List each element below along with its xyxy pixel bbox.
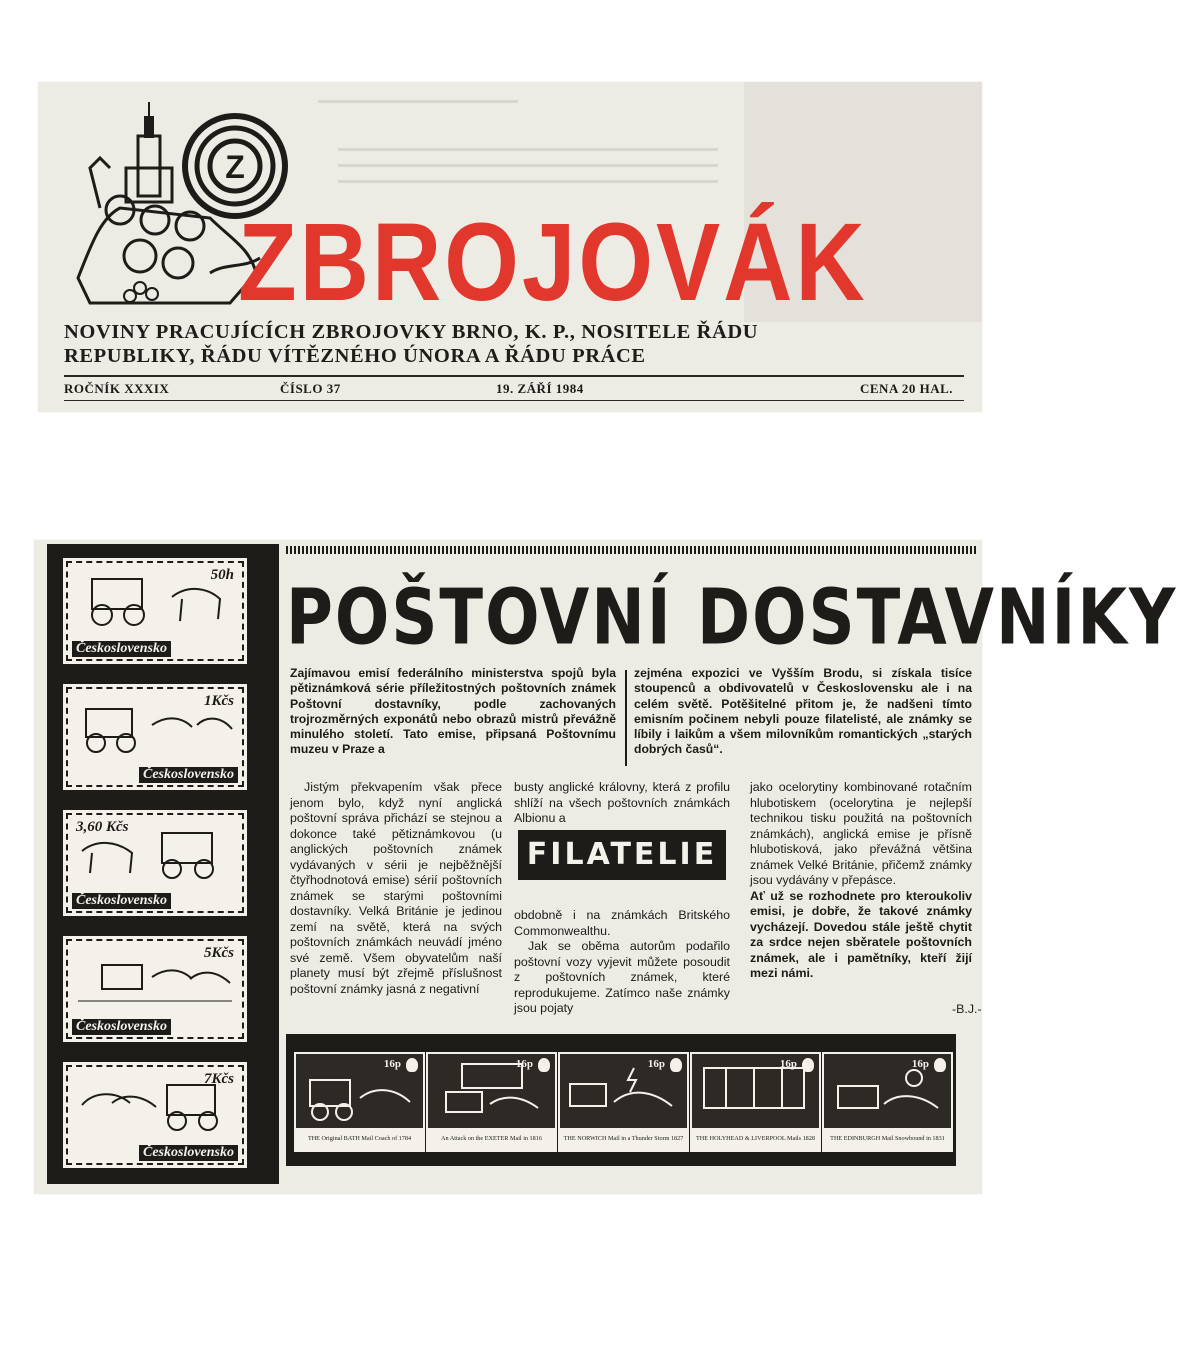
queen-head-icon <box>802 1058 814 1072</box>
stamp-denomination: 16p <box>911 1058 929 1070</box>
svg-text:Z: Z <box>225 149 245 185</box>
bleed-line <box>338 180 718 183</box>
section-label-filatelie: FILATELIE <box>518 830 726 880</box>
author-signature: -B.J.- <box>952 1002 982 1016</box>
cz-stamp <box>63 810 247 916</box>
column-1 <box>290 780 502 997</box>
coach-illustration <box>564 1058 683 1126</box>
queen-head-icon <box>670 1058 682 1072</box>
cz-stamp <box>63 684 247 790</box>
lead-divider <box>625 670 627 766</box>
stamp-denomination: 16p <box>647 1058 665 1070</box>
coach-illustration <box>828 1058 947 1126</box>
bleed-line <box>338 164 718 167</box>
bleed-line <box>338 148 718 151</box>
article-headline: POŠTOVNÍ DOSTAVNÍKY <box>286 574 1177 663</box>
stamp-denomination: 16p <box>515 1058 533 1070</box>
issue-price: CENA 20 HAL. <box>860 381 954 396</box>
stamp-caption: An Attack on the EXETER Mail in 1816 <box>428 1128 555 1150</box>
stamp-denomination: 16p <box>383 1058 401 1070</box>
issue-date: 19. ZÁŘÍ 1984 <box>496 381 584 396</box>
coach-illustration <box>696 1058 815 1126</box>
coach-illustration <box>432 1058 551 1126</box>
stamp-caption: THE NORWICH Mail in a Thunder Storm 1827 <box>560 1128 687 1150</box>
column-2-text-c: Jak se oběma autorům podařilo poštovní vozy vyjevit můžete posoudit z poštovních známek, které reprodukujeme. Zatímco naše známky jsou pojaty <box>514 939 730 1015</box>
cz-stamp <box>63 1062 247 1168</box>
issue-year: ROČNÍK XXXIX <box>64 381 170 396</box>
headline-rule <box>286 546 976 554</box>
tagline-line-2: REPUBLIKY, ŘÁDU VÍTĚZNÉHO ÚNORA A ŘÁDU PRÁCE <box>64 345 646 367</box>
column-2 <box>514 780 730 827</box>
issue-number: ČÍSLO 37 <box>280 381 341 396</box>
stamp-country: Československo <box>72 641 171 657</box>
gb-stamp <box>426 1052 557 1152</box>
british-stamp-strip <box>286 1034 956 1166</box>
cz-stamp <box>63 558 247 664</box>
tagline-line-1: NOVINY PRACUJÍCÍCH ZBROJOVKY BRNO, K. P., NOSITELE ŘÁDU <box>64 321 759 343</box>
column-3-text: jako ocelorytiny kombinované rotačním hlubotiskem (ocelorytina je nejlepší technikou tisku použitá na poštovních známkách), anglická emise je přísně hlubotisková, jako převážná většina známek Velké Británie, přičemž známky jsou vydávány v přepásce. <box>750 780 972 887</box>
masthead-clipping <box>38 82 982 412</box>
stamp-value: 50h <box>210 567 234 583</box>
gb-stamp <box>822 1052 953 1152</box>
stamp-caption: THE HOLYHEAD & LIVERPOOL Mails 1828 <box>692 1128 819 1150</box>
queen-head-icon <box>538 1058 550 1072</box>
lead-paragraph-left: Zajímavou emisí federálního ministerstva spojů byla pětiznámková série příležitostných poštovních známek Poštovní dostavníky, podle zachovaných trojrozměrných exponátů nebo obrazů mistrů převážně minulého století. Tato emise, připsaná Poštovnímu muzeu v Praze a <box>290 666 616 757</box>
column-2-continued <box>514 908 730 1017</box>
newspaper-brand: ZBROJOVÁK <box>238 201 868 325</box>
column-1-text: Jistým překvapením však přece jenom bylo, když nyní anglická poštovní správa přichází se stejnou a dokonce také pětiznámkovou (u anglických poštovních známek vydávaných v sérii je nejběžnější čtyřhodnotová emise) sérií poštovních známek se starými poštovními dostavníky. Velká Británie je jedinou zemí na světě, která na svých poštovních známkách neuvádí jméno své země. Všem obyvatelům naší planety musí být zřejmě příslušnost poštovní známky jasná z negativní <box>290 780 502 996</box>
stamp-country: Československo <box>139 1145 238 1161</box>
newspaper-tagline <box>64 320 964 368</box>
stamp-caption: THE EDINBURGH Mail Snowbound in 1831 <box>824 1128 951 1150</box>
gb-stamp <box>558 1052 689 1152</box>
czechoslovak-stamp-strip <box>47 544 279 1184</box>
article-clipping <box>34 540 1177 1194</box>
coach-illustration <box>300 1058 419 1126</box>
stamp-value: 3,60 Kčs <box>76 819 129 835</box>
stamp-caption: THE Original BATH Mail Coach of 1784 <box>296 1128 423 1150</box>
lead-paragraph-right: zejména expozici ve Vyšším Brodu, si získala tisíce stoupenců a obdivovatelů v Československu ale i na celém světě. Potěšitelné přitom je, že nadšeni tímto emisním počinem nebyli pouze filatelisté, ale známky se líbily i laikům a všem milovníkům romantických „starých dobrých časů“. <box>634 666 972 757</box>
column-2-text-b: obdobně i na známkách Britského Commonwealthu. <box>514 908 730 938</box>
stamp-value: 1Kčs <box>204 693 234 709</box>
stamp-country: Československo <box>139 767 238 783</box>
column-3-bold-text: Ať už se rozhodnete pro kteroukoliv emisi, je dobře, že takové známky vycházejí. Dovedou stále ještě chytit za srdce nejen sběratele poštovních známek, ale i pamětníky, kteří žijí mezi námi. <box>750 888 972 980</box>
gb-stamp <box>690 1052 821 1152</box>
bleed-line <box>318 100 518 103</box>
stamp-value: 5Kčs <box>204 945 234 961</box>
stamp-country: Československo <box>72 1019 171 1035</box>
gb-stamp <box>294 1052 425 1152</box>
stamp-denomination: 16p <box>779 1058 797 1070</box>
queen-head-icon <box>934 1058 946 1072</box>
stamp-country: Československo <box>72 893 171 909</box>
stamp-value: 7Kčs <box>204 1071 234 1087</box>
issue-rule-top <box>64 375 964 377</box>
queen-head-icon <box>406 1058 418 1072</box>
column-3 <box>750 780 972 982</box>
cz-stamp <box>63 936 247 1042</box>
issue-rule-bottom <box>64 400 964 401</box>
column-2-text-a: busty anglické královny, která z profilu shlíží na všech poštovních známkách Albionu a <box>514 780 730 825</box>
